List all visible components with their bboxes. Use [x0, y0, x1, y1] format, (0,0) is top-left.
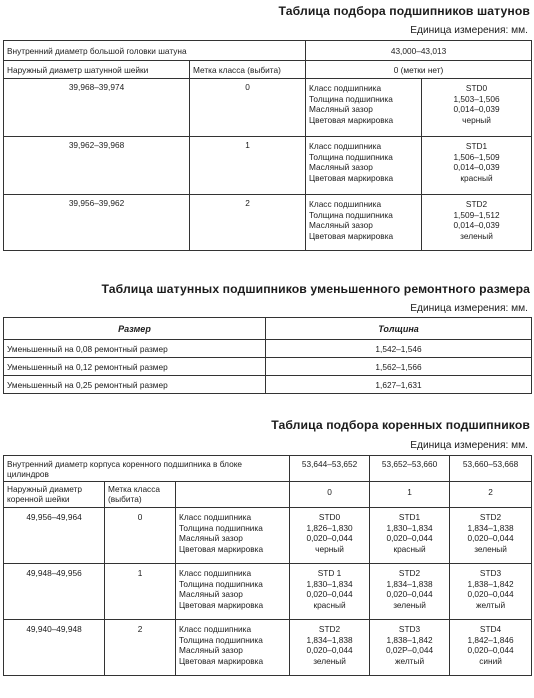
col-thickness-header: Толщина — [266, 318, 532, 340]
main-journal-label: Наружный диаметр коренной шейки — [4, 482, 105, 508]
rod-bearing-table — [3, 40, 532, 251]
rod-table-title: Таблица подбора подшипников шатунов — [278, 4, 530, 18]
main-journal: 49,948–49,956 — [4, 564, 105, 620]
main-mark: 2 — [105, 620, 176, 676]
table-row: Уменьшенный на 0,25 ремонтный размер 1,627–1,631 — [4, 376, 532, 394]
undersize-table-unit: Единица измерения: мм. — [410, 303, 528, 314]
rod-journal-label: Наружный диаметр шатунной шейки — [4, 61, 190, 79]
table-row — [4, 137, 532, 195]
rod-mark: 2 — [190, 195, 306, 251]
col-size-header: Размер — [4, 318, 266, 340]
table-row: 49,940–49,948 2 Класс подшипника Толщина подшипника Масляный зазор Цветовая маркировка STD2 1,834–1,838 0,020–0,044 зеленый STD3 1,838–1,842 0,02Р–0,044 желтый STD4 1,842–1,846 0,020–0,044 синий — [4, 620, 532, 676]
table-row — [4, 79, 532, 137]
main-param-labels: Класс подшипника Толщина подшипника Масляный зазор Цветовая маркировка — [176, 620, 290, 676]
rod-mark: 1 — [190, 137, 306, 195]
rod-param-labels: Класс подшипника Толщина подшипника Масляный зазор Цветовая маркировка — [306, 79, 422, 137]
rod-param-values: STD0 1,503–1,506 0,014–0,039 черный — [422, 79, 532, 137]
rod-table-unit: Единица измерения: мм. — [410, 25, 528, 36]
main-journal: 49,956–49,964 — [4, 508, 105, 564]
rod-param-values: STD1 1,506–1,509 0,014–0,039 красный — [422, 137, 532, 195]
main-housing-value: 53,644–53,652 — [290, 456, 370, 482]
main-housing-label: Внутренний диаметр корпуса коренного подшипника в блоке цилиндров — [4, 456, 290, 482]
main-table-unit: Единица измерения: мм. — [410, 440, 528, 451]
undersize-table-title: Таблица шатунных подшипников уменьшенного ремонтного размера — [101, 282, 530, 296]
table-row: Уменьшенный на 0,08 ремонтный размер 1,542–1,546 — [4, 340, 532, 358]
main-housing-mark: 2 — [450, 482, 532, 508]
main-housing-value: 53,652–53,660 — [370, 456, 450, 482]
main-housing-mark: 1 — [370, 482, 450, 508]
main-param-labels: Класс подшипника Толщина подшипника Масляный зазор Цветовая маркировка — [176, 564, 290, 620]
table-row: 49,956–49,964 0 Класс подшипника Толщина подшипника Масляный зазор Цветовая маркировка STD0 1,826–1,830 0,020–0,044 черный STD1 1,830–1,834 0,020–0,044 красный STD2 1,834–1,838 0,020–0,044 зеленый — [4, 508, 532, 564]
main-housing-value: 53,660–53,668 — [450, 456, 532, 482]
main-mark: 1 — [105, 564, 176, 620]
main-housing-mark: 0 — [290, 482, 370, 508]
rod-mark: 0 — [190, 79, 306, 137]
main-table-title: Таблица подбора коренных подшипников — [271, 418, 530, 432]
main-param-labels: Класс подшипника Толщина подшипника Масляный зазор Цветовая маркировка — [176, 508, 290, 564]
rod-journal: 39,968–39,974 — [4, 79, 190, 137]
rod-bore-label: Внутренний диаметр большой головки шатуна — [4, 41, 306, 61]
main-blank-header — [176, 482, 290, 508]
rod-journal: 39,962–39,968 — [4, 137, 190, 195]
table-row: Уменьшенный на 0,12 ремонтный размер 1,562–1,566 — [4, 358, 532, 376]
rod-param-labels: Класс подшипника Толщина подшипника Масляный зазор Цветовая маркировка — [306, 137, 422, 195]
main-class-label: Метка класса (выбита) — [105, 482, 176, 508]
table-row: 49,948–49,956 1 Класс подшипника Толщина подшипника Масляный зазор Цветовая маркировка STD 1 1,830–1,834 0,020–0,044 красный STD2 1,834–1,838 0,020–0,044 зеленый STD3 1,838–1,842 0,020–0,044 желтый — [4, 564, 532, 620]
rod-class-none: 0 (метки нет) — [306, 61, 532, 79]
undersize-table — [3, 317, 532, 394]
main-bearing-table — [3, 455, 532, 676]
main-mark: 0 — [105, 508, 176, 564]
rod-class-label: Метка класса (выбита) — [190, 61, 306, 79]
rod-bore-value: 43,000–43,013 — [306, 41, 532, 61]
rod-param-values: STD2 1,509–1,512 0,014–0,039 зеленый — [422, 195, 532, 251]
main-journal: 49,940–49,948 — [4, 620, 105, 676]
rod-journal: 39,956–39,962 — [4, 195, 190, 251]
rod-param-labels: Класс подшипника Толщина подшипника Масляный зазор Цветовая маркировка — [306, 195, 422, 251]
table-row — [4, 195, 532, 251]
